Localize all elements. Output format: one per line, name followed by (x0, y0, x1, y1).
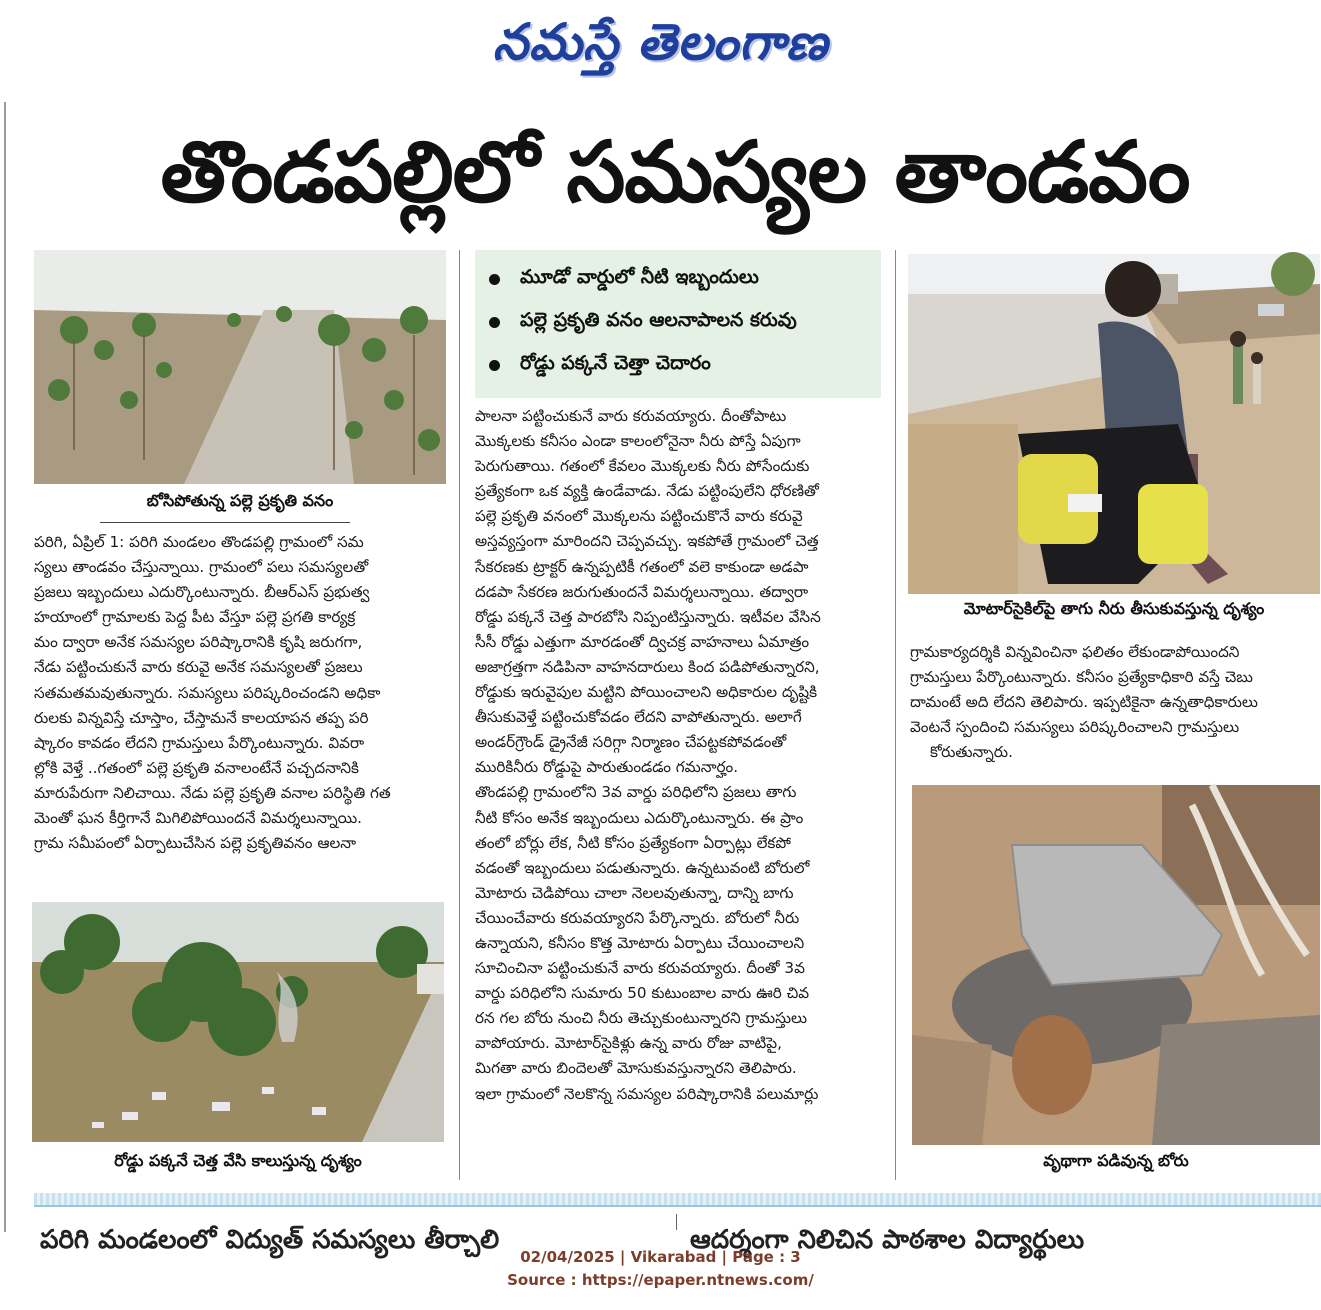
caption-photo2: రోడ్డు పక్కనే చెత్త వేసి కాలుస్తున్న దృశ్యం (114, 1151, 362, 1170)
col3-line: గ్రామకార్యదర్శికి విన్నవించినా ఫలితం లేకుండాపోయిందని (910, 643, 1240, 661)
next-article-headline-left: పరిగి మండలంలో విద్యుత్ సమస్యలు తీర్చాలి (40, 1225, 500, 1255)
section-divider-band (34, 1193, 1321, 1205)
col2-line: మోటారు చెడిపోయి చాలా నెలలవుతున్నా, దాన్ని బాగు (475, 883, 794, 902)
col2-line: రన గల బోరు నుంచి నీరు తెచ్చుకుంటున్నారని గ్రామస్తులు (475, 1009, 808, 1028)
col2-line: ఇలా గ్రామంలో నెలకొన్న సమస్యల పరిష్కారానికి పలుమార్లు (475, 1084, 819, 1103)
column-2-text (475, 404, 885, 1184)
bullet-icon (489, 317, 500, 328)
col1-line: స్యలు తాండవం చేస్తున్నాయి. గ్రామంలో పలు సమస్యలతో (34, 558, 369, 577)
page-border (4, 102, 6, 1232)
col1-line: మెంతో ఘన కీర్తిగానే మిగిలిపోయిందనే విమర్శలున్నాయి. (34, 809, 362, 828)
col1-line: మం ద్వారా అనేక సమస్యల పరిష్కారానికి కృషి జరుగగా, (34, 633, 363, 652)
col2-line: ఉన్నాయని, కనీసం కొత్త మోటారు ఏర్పాటు చేయించాలని (475, 933, 805, 952)
col2-line: వార్డు పరిధిలోని సుమారు 50 కుటుంబాల వారు ఊరి చివ (475, 984, 810, 1003)
highlights-box (475, 250, 881, 398)
footer-date-edition: 02/04/2025 | Vikarabad | Page : 3 (520, 1248, 801, 1266)
col2-line: వాపోయారు. మోటార్‌సైకిళ్లు ఉన్న వారు రోజు వాటిపై, (475, 1034, 782, 1053)
col2-line: మొక్కలకు కనీసం ఎండా కాలంలోనైనా నీరు పోస్తే ఏపుగా (475, 432, 801, 451)
photo-motorcycle-water (908, 254, 1320, 594)
col2-line: వడంతో ఇబ్బందులు పడుతున్నారు. ఉన్నటువంటి బోరులో (475, 858, 810, 877)
col2-line: దడపా సేకరణ జరుగుతుందనే విమర్శలున్నాయి. తద్వారా (475, 582, 809, 601)
column-rule (895, 250, 896, 1180)
highlight-text: పల్లె ప్రకృతి వనం ఆలనాపాలన కరువు (520, 309, 797, 331)
col2-line: సేకరణకు ట్రాక్టర్ ఉన్నప్పటికీ గతంలో వలె కాకుండా అడపా (475, 557, 809, 576)
section-divider-line (34, 1205, 1321, 1207)
col1-line: ప్రజలు ఇబ్బందులు ఎదుర్కొంటున్నారు. బీఆర్ఎస్ ప్రభుత్వ (34, 583, 370, 602)
column-3-text (910, 640, 1320, 775)
photo-burning-garbage (32, 902, 444, 1142)
col2-line: నీటి కోసం అనేక ఇబ్బందులు ఎదుర్కొంటున్నారు. ఈ ప్రాం (475, 808, 804, 827)
col1-line: సతమతమవుతున్నారు. సమస్యలు పరిష్కరించండని అధికా (34, 683, 381, 702)
col2-line: పెరుగుతాయి. గతంలో కేవలం మొక్కలకు నీరు పోసేందుకు (475, 457, 810, 476)
newspaper-masthead: నమస్తే తెలంగాణ (492, 12, 829, 71)
col3-line: దామంటే అది లేదని తెలిపారు. ఇప్పటికైనా ఉన్నతాధికారులు (910, 693, 1258, 712)
col1-line: పరిగి, ఏప్రిల్ 1: పరిగి మండలం తొండపల్లి గ్రామంలో సమ (34, 533, 364, 551)
caption-photo1: బోసిపోతున్న పల్లె ప్రకృతి వనం (146, 491, 334, 510)
col2-line: రోడ్డు పక్కనే చెత్త పారబోసి నిప్పంటిస్తున్నారు. ఇటీవల వేసిన (475, 607, 821, 626)
photo-abandoned-borewell (912, 785, 1320, 1145)
col2-line: ప్రత్యేకంగా ఒక వ్యక్తి ఉండేవాడు. నేడు పట్టింపులేని ధోరణితో (475, 482, 819, 501)
column-rule (676, 1214, 677, 1230)
col2-line: తీసుకువెళ్తే పట్టించుకోవడం లేదని వాపోతున్నారు. అలాగే (475, 708, 802, 727)
next-article-headline-right: ఆదర్శంగా నిలిచిన పాఠశాల విద్యార్థులు (690, 1225, 1085, 1255)
col2-line: తంలో బోర్లు లేక, నీటి కోసం ప్రత్యేకంగా ఏర్పాట్లు లేకపో (475, 833, 791, 852)
highlight-text: మూడో వార్డులో నీటి ఇబ్బందులు (520, 266, 759, 288)
col1-line: ల్లోకి వెళ్తే ..గతంలో పల్లె ప్రకృతి వనాలంటేనే పచ్చదనానికి (34, 758, 359, 777)
column-rule (459, 250, 460, 1180)
col3-line: కోరుతున్నారు. (930, 743, 1013, 762)
caption-rule (100, 522, 350, 523)
col2-line: అస్తవ్యస్తంగా మారిందని చెప్పవచ్చు. ఇకపోతే గ్రామంలో చెత్త (475, 532, 819, 551)
col2-line: మిగతా వారు బిందెలతో మోసుకువస్తున్నారని తెలిపారు. (475, 1059, 797, 1078)
col2-line: పల్లె ప్రకృతి వనంలో మొక్కలను పట్టించుకొనే వారు కరువై (475, 507, 803, 526)
bullet-icon (489, 274, 500, 285)
col1-line: హయాంలో గ్రామాలకు పెద్ద పీట వేస్తూ పల్లె ప్రగతి కార్యక్ర (34, 608, 356, 627)
col1-line: గ్రామ సమీపంలో ఏర్పాటుచేసిన పల్లె ప్రకృతివనం ఆలనా (34, 834, 356, 853)
article-headline: తొండపల్లిలో సమస్యల తాండవం (160, 123, 1190, 221)
highlight-item (489, 258, 867, 301)
highlight-item (489, 344, 867, 387)
col3-line: గ్రామస్తులు పేర్కొంటున్నారు. కనీసం ప్రత్యేకాధికారి వస్తే చెబు (910, 668, 1253, 687)
highlight-item (489, 301, 867, 344)
col2-line: సూచించినా పట్టించుకునే వారు కరువయ్యారు. దీంతో 3వ (475, 959, 805, 978)
col1-line: రులకు విన్నవిస్తే చూస్తాం, చేస్తామనే కాలయాపన తప్ప పరి (34, 708, 369, 727)
highlight-text: రోడ్డు పక్కనే చెత్తా చెదారం (520, 352, 711, 374)
photo-nature-park (34, 250, 446, 484)
col1-line: ష్కారం కావడం లేదని గ్రామస్తులు పేర్కొంటున్నారు. వివరా (34, 733, 365, 752)
col1-line: మారుపేరుగా నిలిచాయి. నేడు పల్లె ప్రకృతి వనాల పరిస్థితి గత (34, 783, 391, 802)
caption-photo4: వృథాగా పడివున్న బోరు (1043, 1151, 1189, 1170)
col2-line: సీసీ రోడ్డు ఎత్తుగా మారడంతో ద్విచక్ర వాహనాలు ఏమాత్రం (475, 632, 810, 651)
bullet-icon (489, 360, 500, 371)
footer-source: Source : https://epaper.ntnews.com/ (507, 1271, 814, 1289)
col1-line: నేడు పట్టించుకునే వారు కరువై అనేక సమస్యలతో ప్రజలు (34, 658, 363, 677)
col3-line: వెంటనే స్పందించి సమస్యలు పరిష్కరించాలని గ్రామస్తులు (910, 718, 1240, 737)
col2-line: తొండపల్లి గ్రామంలోని 3వ వార్డు పరిధిలోని ప్రజలు తాగు (475, 783, 797, 802)
col2-line: చేయించేవారు కరువయ్యారని పేర్కొన్నారు. బోరులో నీరు (475, 908, 800, 927)
col2-line: అజాగ్రత్తగా నడిపినా వాహనదారులు కింద పడిపోతున్నారని, (475, 657, 820, 676)
col2-line: అండర్‌గ్రౌండ్ డ్రైనేజీ సరిగ్గా నిర్మాణం చేపట్టకపోవడంతో (475, 733, 787, 752)
col2-line: మురికినీరు రోడ్డుపై పారుతుండడం గమనార్హం. (475, 758, 739, 777)
col2-line: పాలనా పట్టించుకునే వారు కరువయ్యారు. దీంతోపాటు (475, 407, 787, 425)
column-1-text (34, 530, 446, 860)
caption-photo3: మోటార్‌సైకిల్‌పై తాగు నీరు తీసుకువస్తున్న దృశ్యం (963, 599, 1265, 618)
col2-line: రోడ్డుకు ఇరువైపుల మట్టిని పోయించాలని అధికారుల దృష్టికి (475, 683, 818, 702)
